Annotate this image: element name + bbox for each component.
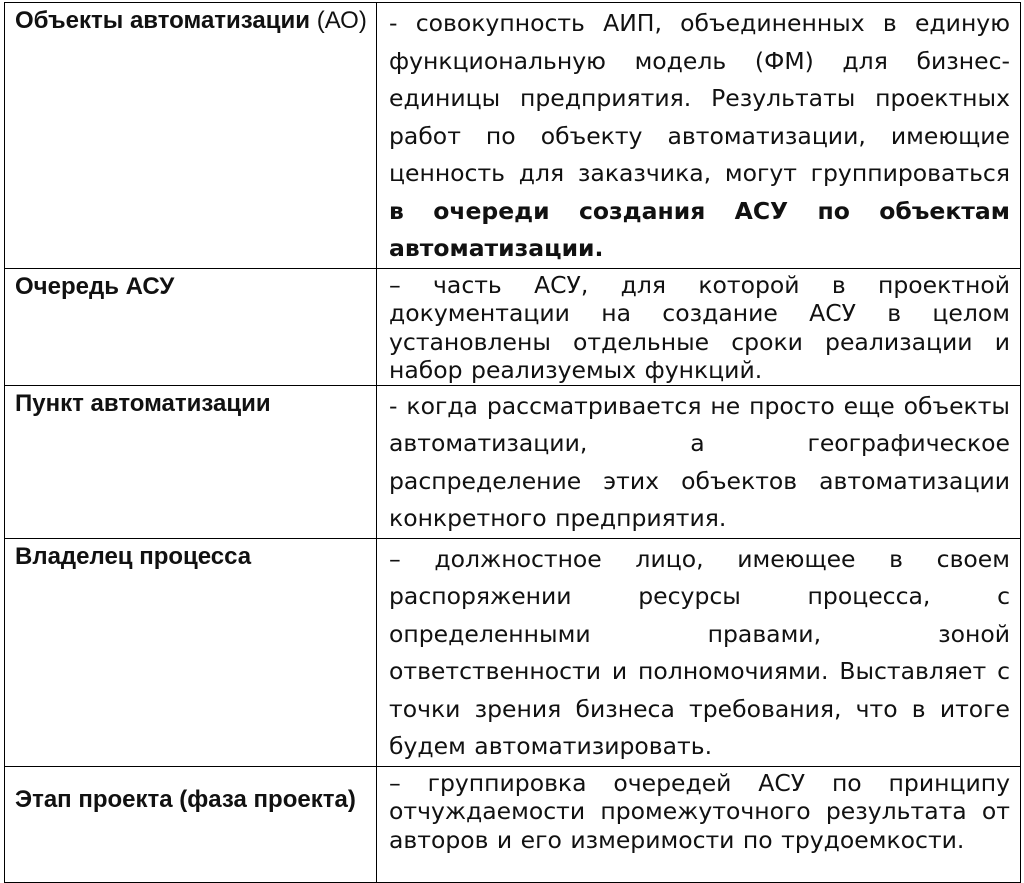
- term-cell: [5, 766, 377, 882]
- term-cell: [5, 3, 377, 269]
- term-suffix: (АО): [310, 7, 367, 34]
- term-cell: [5, 385, 377, 538]
- definition-text: - когда рассматривается не просто еще объекты автоматизации, а географическое распределение этих объектов автоматизации конкретного предприятия.: [389, 391, 1010, 532]
- term-bold: Очередь АСУ: [15, 272, 175, 300]
- definition-cell: [377, 538, 1021, 766]
- table-row: [5, 3, 1021, 269]
- definition-cell: [377, 268, 1021, 385]
- term-bold: Владелец процесса: [15, 542, 252, 570]
- definition-cell: [377, 766, 1021, 882]
- table-row: [5, 385, 1021, 538]
- definition-text: – должностное лицо, имеющее в своем распоряжении ресурсы процесса, с определенными правами, зоной ответственности и полномочиями. Выставляет с точки зрения бизнеса требования, что в итоге будем автоматизировать.: [389, 544, 1010, 760]
- term-bold: Этап проекта (фаза проекта): [15, 785, 356, 813]
- table-row: [5, 268, 1021, 385]
- term-cell: [5, 268, 377, 385]
- table-row: [5, 766, 1021, 882]
- term-bold: Пункт автоматизации: [15, 389, 271, 417]
- glossary-table: [4, 2, 1021, 883]
- definition-text: - совокупность АИП, объединенных в единую функциональную модель (ФМ) для бизнес-единицы предприятия. Результаты проектных работ по объекту автоматизации, имеющие ценность для заказчика, могут группироваться: [389, 9, 1010, 187]
- term-cell: [5, 538, 377, 766]
- definition-text: – часть АСУ, для которой в проектной документации на создание АСУ в целом установлены отдельные сроки реализации и набор реализуемых функций.: [389, 270, 1010, 384]
- definition-cell: [377, 3, 1021, 269]
- definition-bold: в очереди создания АСУ по объектам автоматизации.: [389, 196, 1010, 262]
- definition-cell: [377, 385, 1021, 538]
- definition-text: – группировка очередей АСУ по принципу отчуждаемости промежуточного результата от авторов и его измеримости по трудоемкости.: [389, 768, 1010, 854]
- table-row: [5, 538, 1021, 766]
- term-bold: Объекты автоматизации: [15, 7, 311, 34]
